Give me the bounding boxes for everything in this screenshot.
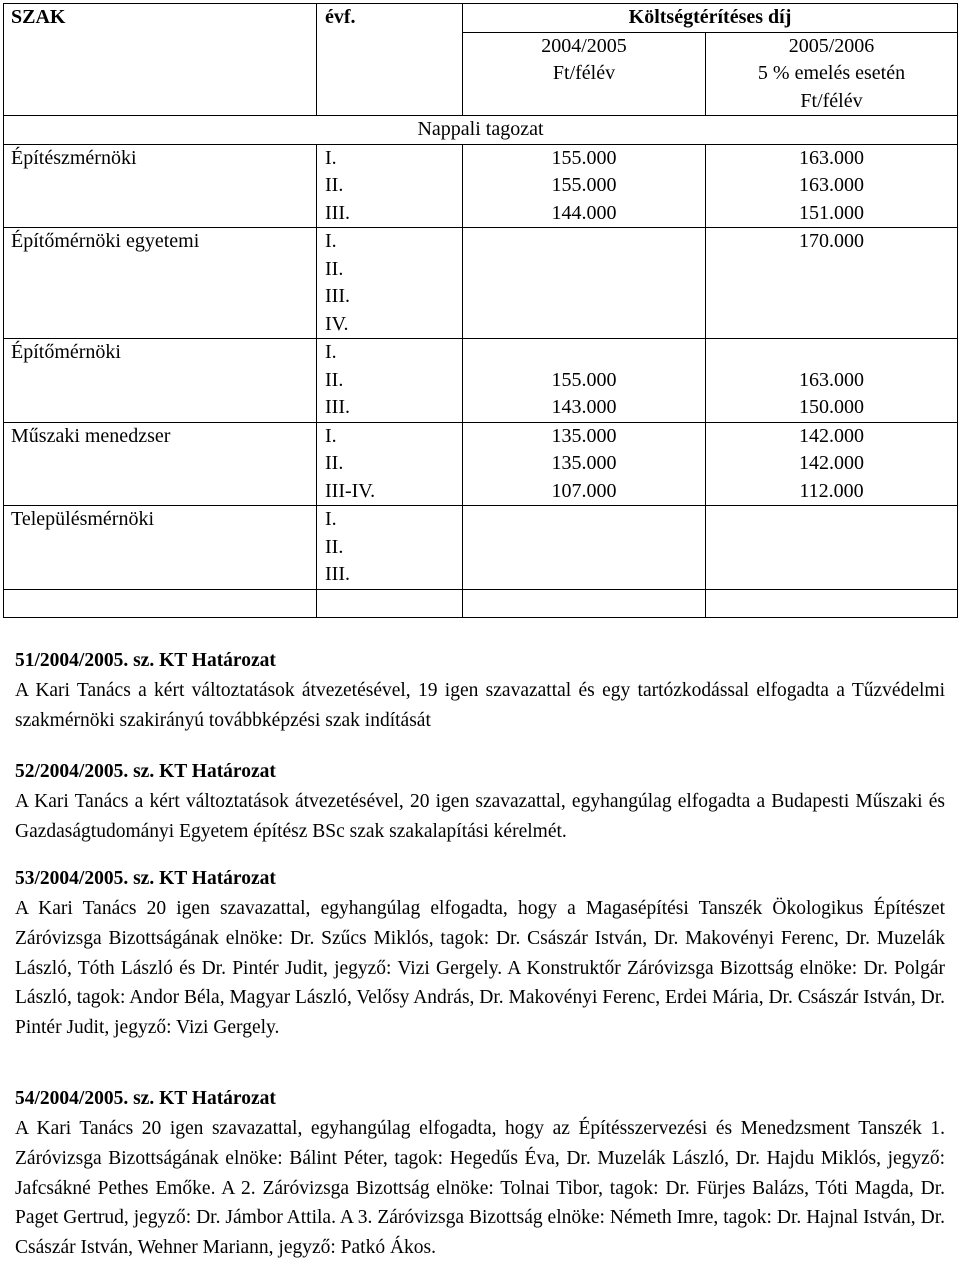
- fee-table: [3, 3, 958, 618]
- fee-line: [463, 311, 705, 339]
- section-row: [4, 116, 958, 145]
- row-evf: [317, 339, 463, 423]
- resolution-text: A Kari Tanács 20 igen szavazattal, egyhangúlag elfogadta, hogy az Építésszervezési és Menedzsment Tanszék 1. Záróvizsga Bizottságának elnöke: Bálint Péter, tagok: Hegedűs Éva, Dr. Muzelák László, Dr. Hajdu Miklós, jegyző: Jafcsákné Pethes Emőke. A 2. Záróvizsga Bizottság elnöke: Tolnai Tibor, tagok: Dr. Fürjes Balázs, Tóti Magda, Dr. Paget Gertrud, jegyző: Dr. Jámbor Attila. A 3. Záróvizsga Bizottság elnöke: Németh Imre, tagok: Dr. Hajnal István, Dr. Császár István, Wehner Mariann, jegyző: Patkó Ákos.: [15, 1118, 945, 1259]
- fee-line: [706, 311, 957, 339]
- fee-line: [706, 339, 957, 367]
- empty-cell: [317, 589, 463, 617]
- row-fee-2005: [706, 228, 958, 339]
- fee-line: [706, 283, 957, 311]
- fee-line: 155.000: [551, 174, 617, 196]
- row-fee-2004: [463, 228, 706, 339]
- evf-line: IV.: [325, 312, 349, 335]
- fee-line: 143.000: [551, 396, 617, 418]
- fee-line: 150.000: [799, 396, 864, 418]
- fee-line: 142.000: [799, 452, 864, 474]
- fee-line: [706, 256, 957, 284]
- fee-line: 155.000: [551, 368, 617, 391]
- header-szak: SZAK: [4, 4, 317, 116]
- evf-line: III.: [325, 201, 350, 224]
- evf-line: II.: [325, 174, 344, 196]
- fee-line: 142.000: [799, 424, 864, 447]
- empty-row: [4, 589, 958, 617]
- header-evf: évf.: [317, 4, 463, 116]
- evf-line: I.: [325, 341, 337, 363]
- resolution-53: [15, 864, 945, 1043]
- row-fee-2004: [463, 506, 706, 590]
- row-fee-2005: [706, 339, 958, 423]
- resolution-title: 51/2004/2005. sz. KT Határozat: [15, 650, 276, 671]
- evf-line: III-IV.: [325, 479, 376, 502]
- empty-cell: [463, 589, 706, 617]
- evf-line: II.: [325, 368, 344, 391]
- fee-line: 155.000: [551, 146, 617, 169]
- row-szak: Műszaki menedzser: [4, 422, 317, 506]
- evf-line: III.: [325, 285, 350, 307]
- evf-line: I.: [325, 508, 337, 530]
- row-szak: Építőmérnöki egyetemi: [4, 228, 317, 339]
- table-row: [4, 339, 958, 423]
- fee-line: [706, 506, 957, 534]
- fee-line: 107.000: [551, 479, 617, 502]
- empty-cell: [706, 589, 958, 617]
- resolution-title: 52/2004/2005. sz. KT Határozat: [15, 761, 276, 782]
- empty-cell: [4, 589, 317, 617]
- header-fee-title: Költségtérítéses díj: [463, 4, 958, 33]
- header-col-2005-line: 2005/2006: [788, 34, 875, 57]
- fee-line: 112.000: [799, 479, 864, 502]
- fee-line: 151.000: [799, 201, 864, 224]
- fee-line: 170.000: [799, 230, 864, 252]
- row-fee-2005: [706, 422, 958, 506]
- evf-line: II.: [325, 257, 344, 280]
- resolution-title: 53/2004/2005. sz. KT Határozat: [15, 868, 276, 889]
- resolution-text: A Kari Tanács a kért változtatások átvezetésével, 19 igen szavazattal és egy tartózkodással elfogadta a Tűzvédelmi szakmérnöki szakirányú továbbképzési szak indítását: [15, 680, 945, 731]
- fee-line: [463, 506, 705, 534]
- fee-line: [706, 561, 957, 589]
- fee-line: [463, 534, 705, 562]
- header-col-2004: [463, 32, 706, 116]
- row-fee-2005: [706, 144, 958, 228]
- evf-line: I.: [325, 146, 337, 169]
- fee-line: [463, 561, 705, 589]
- row-szak: Építőmérnöki: [4, 339, 317, 423]
- row-evf: [317, 228, 463, 339]
- row-evf: [317, 422, 463, 506]
- row-evf: [317, 506, 463, 590]
- fee-line: [463, 228, 705, 256]
- row-szak: Településmérnöki: [4, 506, 317, 590]
- table-row: [4, 228, 958, 339]
- evf-line: I.: [325, 230, 337, 252]
- header-col-2005-line: Ft/félév: [800, 89, 863, 112]
- row-fee-2005: [706, 506, 958, 590]
- fee-line: 135.000: [551, 424, 617, 447]
- evf-line: I.: [325, 424, 337, 447]
- fee-line: 144.000: [551, 201, 617, 224]
- resolution-title: 54/2004/2005. sz. KT Határozat: [15, 1088, 276, 1109]
- table-row: [4, 506, 958, 590]
- table-row: [4, 422, 958, 506]
- evf-line: II.: [325, 535, 344, 558]
- fee-line: [463, 283, 705, 311]
- row-fee-2004: [463, 422, 706, 506]
- fee-line: 163.000: [799, 146, 864, 169]
- resolution-51: [15, 646, 945, 736]
- resolution-text: A Kari Tanács 20 igen szavazattal, egyhangúlag elfogadta, hogy a Magasépítési Tanszék Ökologikus Építészet Záróvizsga Bizottságának elnöke: Dr. Szűcs Miklós, tagok: Dr. Császár István, Dr. Makovényi Ferenc, Dr. Muzelák László, Tóth László és Dr. Pintér Judit, jegyző: Vizi Gergely. A Konstruktőr Záróvizsga Bizottság elnöke: Dr. Polgár László, tagok: Andor Béla, Magyar László, Velősy András, Dr. Makovényi Ferenc, Erdei Mária, Dr. Császár István, Dr. Pintér Judit, jegyző: Vizi Gergely.: [15, 898, 946, 1039]
- resolution-54: [15, 1084, 945, 1263]
- resolution-52: [15, 757, 945, 847]
- evf-line: III.: [325, 396, 350, 418]
- row-fee-2004: [463, 339, 706, 423]
- row-szak: Építészmérnöki: [4, 144, 317, 228]
- header-col-2004-line: Ft/félév: [552, 62, 616, 84]
- header-row-1: [4, 4, 958, 33]
- fee-line: [463, 256, 705, 284]
- row-evf: [317, 144, 463, 228]
- evf-line: III.: [325, 563, 350, 585]
- header-col-2005: [706, 32, 958, 116]
- fee-line: 135.000: [551, 452, 617, 474]
- header-col-2004-line: 2004/2005: [541, 34, 627, 57]
- resolution-text: A Kari Tanács a kért változtatások átvezetésével, 20 igen szavazattal, egyhangúlag elfogadta a Budapesti Műszaki és Gazdaságtudományi Egyetem építész BSc szak szakalapítási kérelmét.: [15, 791, 945, 842]
- evf-line: II.: [325, 452, 344, 474]
- row-fee-2004: [463, 144, 706, 228]
- section-label: Nappali tagozat: [4, 116, 958, 145]
- fee-line: 163.000: [799, 368, 864, 391]
- table-row: [4, 144, 958, 228]
- fee-line: [463, 339, 705, 367]
- fee-line: [706, 534, 957, 562]
- header-col-2005-line: 5 % emelés esetén: [757, 62, 906, 84]
- fee-line: 163.000: [799, 174, 864, 196]
